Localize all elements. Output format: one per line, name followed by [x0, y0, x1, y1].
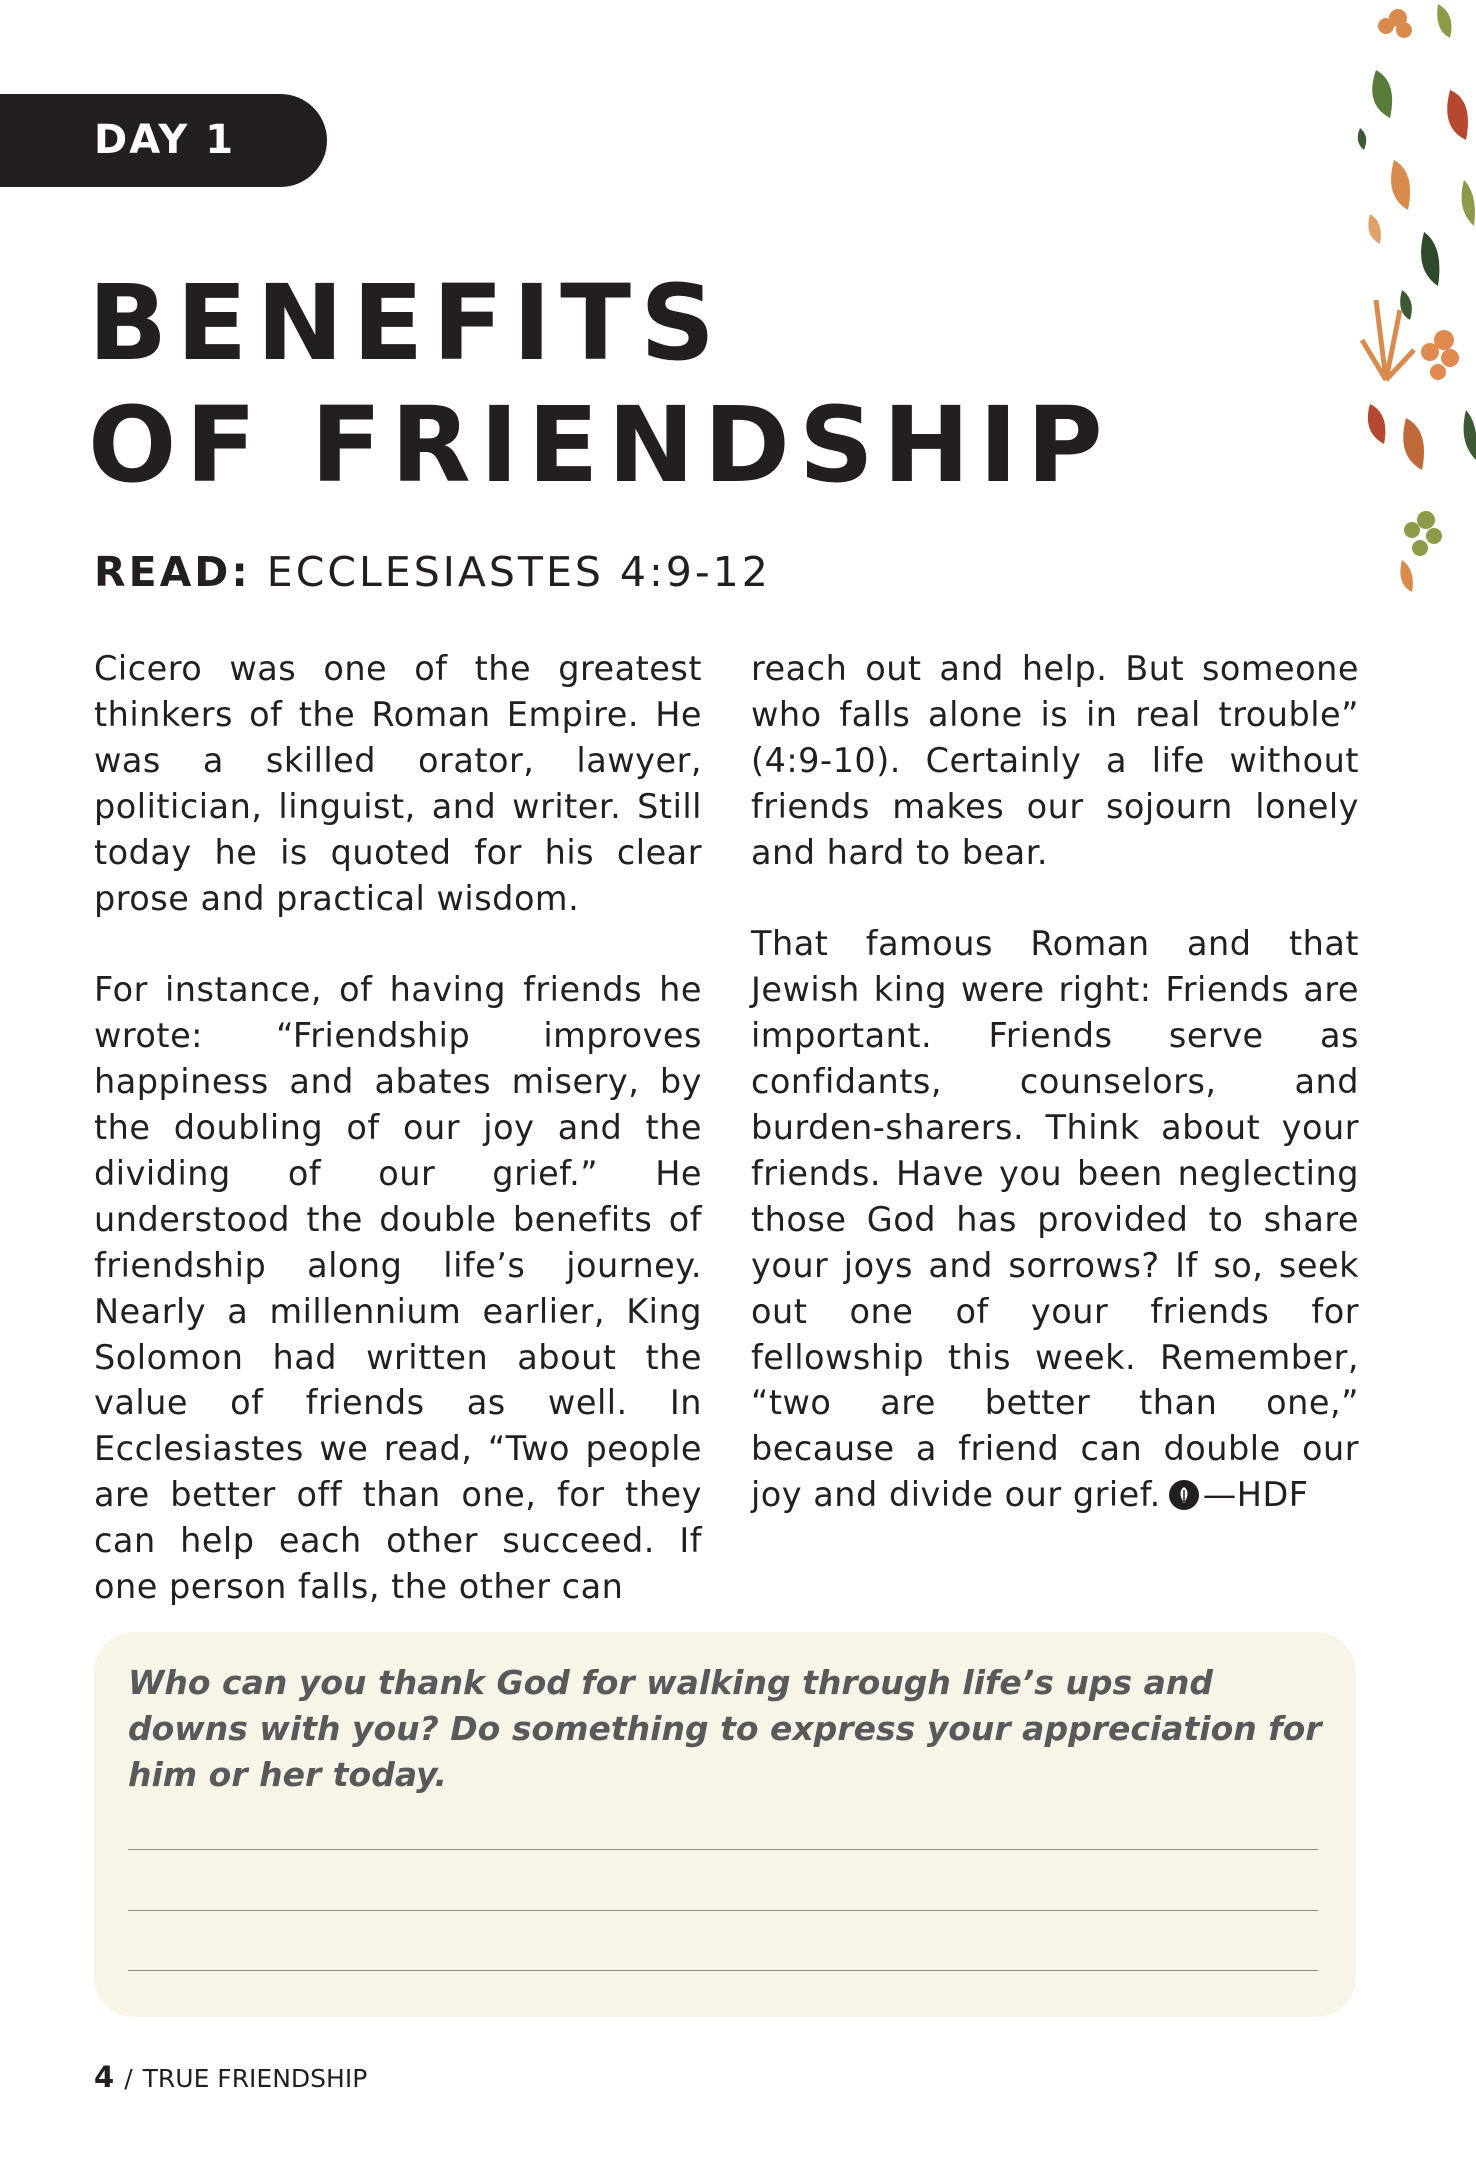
reflection-box — [94, 1632, 1356, 2017]
day-label: DAY 1 — [94, 117, 236, 163]
page-title — [88, 262, 1112, 506]
orange-leaf — [1391, 160, 1410, 210]
red-leaf — [1447, 90, 1468, 140]
red-leaf-lower — [1368, 404, 1386, 444]
reflection-prompt: Who can you thank God for walking through life’s ups and downs with you? Do something to express your appreciation for him or her today. — [128, 1663, 1322, 1794]
olive-leaf — [1437, 4, 1451, 38]
orange-leaf-small — [1368, 214, 1381, 244]
title-line-2: OF FRIENDSHIP — [88, 384, 1112, 506]
orange-flower-leaf — [1378, 9, 1412, 38]
dark-green-leaf — [1421, 232, 1439, 286]
closing-text: That famous Roman and that Jewish king were right: Friends are important. Friends serve as confidants, counselors, and burden-sharers. Think about your friends. Have you been neglecting those God has provided to share your joys and sorrows? If so, seek out one of your friends for fellowship this week. Remember, “two are better than one,” because a friend can double our joy and divide our grief. — [751, 924, 1359, 1515]
green-leaf-small — [1400, 290, 1412, 320]
page-footer — [94, 2060, 367, 2094]
body-column-right — [751, 646, 1359, 1564]
body-column-left — [94, 646, 702, 1656]
title-line-1: BENEFITS — [88, 262, 724, 384]
body-paragraph-closing — [751, 921, 1359, 1518]
day-tab — [0, 94, 327, 187]
autumn-leaves-decoration — [1346, 0, 1476, 600]
book-title: TRUE FRIENDSHIP — [142, 2064, 368, 2093]
orange-leaf-lower — [1403, 418, 1424, 470]
read-label: READ: — [94, 548, 251, 596]
scripture-reference: ECCLESIASTES 4:9-12 — [266, 548, 771, 596]
leaf-logo-icon — [1169, 1480, 1199, 1510]
green-sprig — [1358, 128, 1367, 150]
olive-flower-leaf — [1404, 511, 1442, 556]
body-paragraph: reach out and help. But someone who falls alone is in real trouble” (4:9-10). Certainly a life without friends makes our sojourn lonely and hard to bear. — [751, 649, 1359, 872]
orange-leaf-bottom — [1400, 560, 1413, 592]
page-number: 4 — [94, 2060, 115, 2094]
green-leaf — [1372, 70, 1392, 118]
writing-line[interactable] — [128, 1970, 1318, 1971]
orange-flower-leaf-lower — [1421, 330, 1459, 380]
footer-separator: / — [124, 2064, 133, 2093]
body-paragraph: Cicero was one of the greatest thinkers of the Roman Empire. He was a skilled orator, lawyer, politician, linguist, and writer. Still today he is quoted for his clear prose and practical wisdom. — [94, 649, 702, 918]
writing-line[interactable] — [128, 1849, 1318, 1850]
green-leaf-right — [1464, 410, 1476, 460]
author-signature: —HDF — [1202, 1475, 1309, 1515]
reading-reference — [94, 548, 771, 596]
olive-leaf-right — [1462, 180, 1475, 226]
body-paragraph: For instance, of having friends he wrote: “Friendship improves happiness and abates misery, by the doubling of our joy and the dividing of our grief.” He understood the double benefits of friendship along life’s journey. Nearly a millennium earlier, King Solomon had written about the value of friends as well. In Ecclesiastes we read, “Two people are better off than one, for they can help each other succeed. If one person falls, the other can — [94, 970, 702, 1607]
writing-line[interactable] — [128, 1910, 1318, 1911]
